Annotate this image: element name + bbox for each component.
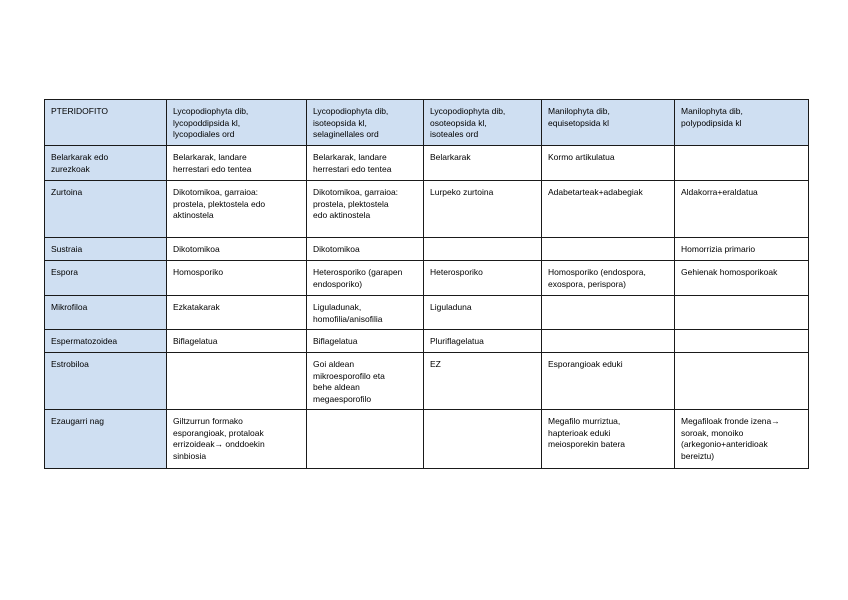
- table-header-row: [45, 100, 809, 146]
- cell-text: Biflagelatua: [313, 336, 358, 346]
- row-header-cell: [45, 296, 167, 330]
- cell-text: Gehienak homosporikoak: [681, 267, 778, 277]
- table-cell: [307, 330, 424, 353]
- table-row: [45, 261, 809, 296]
- table-row: [45, 146, 809, 181]
- cell-text: Dikotomikoa: [313, 244, 360, 254]
- row-header-cell: [45, 353, 167, 410]
- header-cell-equisetopsida: [542, 100, 675, 146]
- header-text: Lycopodiophyta dib, osoteopsida kl, isoteales ord: [430, 106, 506, 139]
- cell-text: Liguladunak, homofilia/anisofilia: [313, 302, 383, 324]
- cell-text: Belarkarak, landare herrestari edo tentea: [173, 152, 252, 174]
- cell-text: Adabetarteak+adabegiak: [548, 187, 643, 197]
- cell-text: Lurpeko zurtoina: [430, 187, 494, 197]
- row-label: Espora: [51, 267, 78, 277]
- header-text: Manilophyta dib, polypodipsida kl: [681, 106, 743, 128]
- cell-text: Belarkarak: [430, 152, 471, 162]
- cell-text: Dikotomikoa, garraioa: prostela, plektostela edo aktinostela: [313, 187, 399, 220]
- cell-text: Esporangioak eduki: [548, 359, 623, 369]
- table-cell: [675, 261, 809, 296]
- row-header-cell: [45, 410, 167, 469]
- cell-text: Aldakorra+eraldatua: [681, 187, 758, 197]
- table-cell: [675, 296, 809, 330]
- table-cell: [167, 410, 307, 469]
- cell-text: Heterosporiko (garapen endosporiko): [313, 267, 403, 289]
- row-label: Estrobiloa: [51, 359, 89, 369]
- table-cell: [424, 146, 542, 181]
- table-row: [45, 353, 809, 410]
- row-header-cell: [45, 261, 167, 296]
- table-cell: [307, 296, 424, 330]
- table-cell: [424, 181, 542, 238]
- table-row: [45, 238, 809, 261]
- row-header-cell: [45, 330, 167, 353]
- table-cell: [542, 181, 675, 238]
- table-cell: [424, 353, 542, 410]
- cell-text: Belarkarak, landare herrestari edo tentea: [313, 152, 392, 174]
- table-cell: [307, 146, 424, 181]
- header-text: PTERIDOFITO: [51, 106, 108, 116]
- table-cell: [424, 296, 542, 330]
- table-cell: [307, 238, 424, 261]
- table-cell: [542, 146, 675, 181]
- row-label: Mikrofiloa: [51, 302, 88, 312]
- cell-text: Homosporiko: [173, 267, 224, 277]
- table-cell: [167, 238, 307, 261]
- row-header-cell: [45, 238, 167, 261]
- cell-text: Homosporiko (endospora, exospora, perispora): [548, 267, 646, 289]
- table-cell: [167, 353, 307, 410]
- table-cell: [542, 296, 675, 330]
- table-cell: [307, 410, 424, 469]
- table-row: [45, 330, 809, 353]
- cell-text: Giltzurrun formako esporangioak, protaloak errizoideak→ onddoekin sinbiosia: [173, 416, 265, 461]
- header-cell-lycopodiales: [167, 100, 307, 146]
- table-cell: [307, 181, 424, 238]
- cell-text: Pluriflagelatua: [430, 336, 484, 346]
- table-cell: [167, 330, 307, 353]
- table-cell: [424, 238, 542, 261]
- table-cell: [424, 410, 542, 469]
- cell-text: Megafilo murriztua, hapterioak eduki meiosporekin batera: [548, 416, 626, 449]
- table-cell: [675, 410, 809, 469]
- cell-text: Dikotomikoa: [173, 244, 220, 254]
- table-row: [45, 296, 809, 330]
- row-header-cell: [45, 146, 167, 181]
- table-cell: [675, 238, 809, 261]
- table-cell: [675, 330, 809, 353]
- table-cell: [167, 146, 307, 181]
- table-cell: [542, 238, 675, 261]
- header-text: Manilophyta dib, equisetopsida kl: [548, 106, 610, 128]
- row-label: Zurtoina: [51, 187, 83, 197]
- table-cell: [542, 261, 675, 296]
- cell-text: Liguladuna: [430, 302, 472, 312]
- cell-text: Megafiloak fronde izena→ soroak, monoiko (arkegonio+anteridioak bereiztu): [681, 416, 780, 461]
- table-cell: [675, 146, 809, 181]
- table-cell: [542, 330, 675, 353]
- row-label: Ezaugarri nag: [51, 416, 104, 426]
- cell-text: Kormo artikulatua: [548, 152, 615, 162]
- table-cell: [424, 330, 542, 353]
- row-label: Sustraia: [51, 244, 83, 254]
- table-cell: [675, 353, 809, 410]
- table-cell: [167, 261, 307, 296]
- cell-text: Biflagelatua: [173, 336, 218, 346]
- table-cell: [307, 261, 424, 296]
- cell-text: EZ: [430, 359, 441, 369]
- header-cell-isoteales: [424, 100, 542, 146]
- table-cell: [167, 181, 307, 238]
- table-cell: [675, 181, 809, 238]
- cell-text: Dikotomikoa, garraioa: prostela, plektostela edo aktinostela: [173, 187, 266, 220]
- row-label: Belarkarak edo zurezkoak: [51, 152, 109, 174]
- row-header-cell: [45, 181, 167, 238]
- cell-text: Goi aldean mikroesporofilo eta behe aldean megaesporofilo: [313, 359, 385, 404]
- cell-text: Heterosporiko: [430, 267, 483, 277]
- header-cell-selaginellales: [307, 100, 424, 146]
- header-text: Lycopodiophyta dib, isoteopsida kl, selaginellales ord: [313, 106, 389, 139]
- cell-text: Ezkatakarak: [173, 302, 220, 312]
- table-cell: [542, 410, 675, 469]
- header-cell-polypodipsida: [675, 100, 809, 146]
- table-cell: [542, 353, 675, 410]
- header-cell-pteridofito: [45, 100, 167, 146]
- table-row: [45, 181, 809, 238]
- pteridophyte-table: [44, 99, 809, 469]
- table-row: [45, 410, 809, 469]
- header-text: Lycopodiophyta dib, lycopoddipsida kl, lycopodiales ord: [173, 106, 249, 139]
- table-cell: [424, 261, 542, 296]
- table-cell: [167, 296, 307, 330]
- row-label: Espermatozoidea: [51, 336, 118, 346]
- cell-text: Homorrizia primario: [681, 244, 756, 254]
- table-cell: [307, 353, 424, 410]
